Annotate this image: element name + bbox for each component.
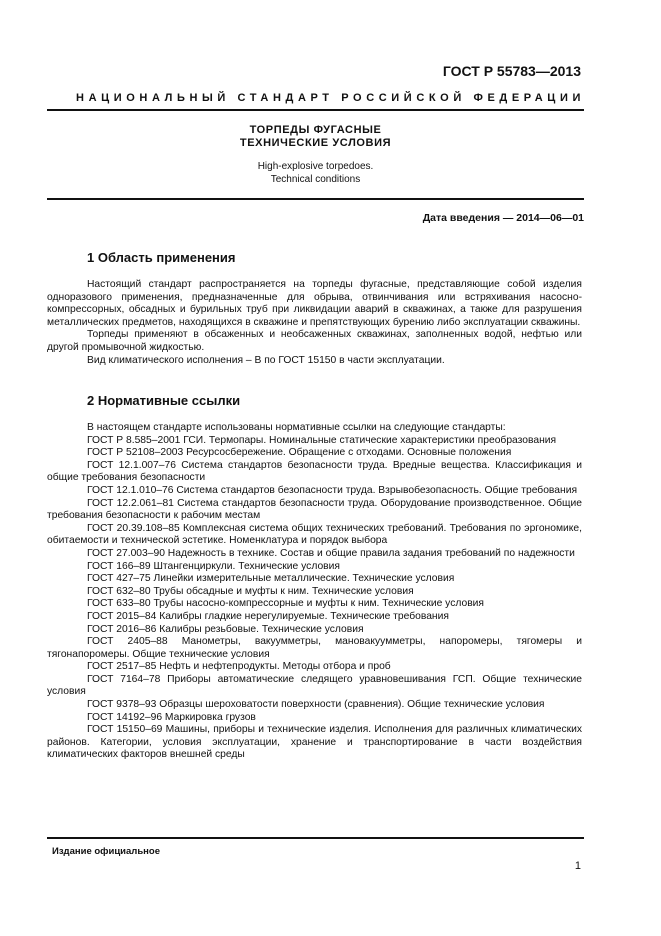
paragraph: Вид климатического исполнения – В по ГОСТ 15150 в части эксплуатации. bbox=[87, 354, 445, 366]
title-rule bbox=[47, 198, 584, 200]
reference-item: ГОСТ 27.003–90 Надежность в технике. Состав и общие правила задания требований по надежности bbox=[87, 547, 575, 559]
reference-item: ГОСТ 427–75 Линейки измерительные металлические. Технические условия bbox=[87, 573, 455, 585]
page-number: 1 bbox=[574, 860, 581, 872]
paragraph: Настоящий стандарт распространяется на торпеды фугасные, представляющие собой изделия одноразового применения, предназначенные для обрыва, отвинчивания или встряхивания насосно-компрессорных, обсадных и бурильных труб при ликвидации аварий в скважинах, а также для разрушения металлических предметов, находящихся в скважине и препятствующих бурению либо эксплуатации скважины. bbox=[47, 279, 582, 328]
reference-item: ГОСТ 20.39.108–85 Комплексная система общих технических требований. Требования по эргономике, обитаемости и технической эстетике. Номенклатура и порядок выбора bbox=[47, 522, 582, 547]
section-1-body bbox=[47, 279, 582, 367]
section-2-body bbox=[47, 422, 582, 762]
reference-item: ГОСТ 14192–96 Маркировка грузов bbox=[87, 711, 256, 723]
title-ru-line2: ТЕХНИЧЕСКИЕ УСЛОВИЯ bbox=[239, 137, 392, 149]
header-rule bbox=[47, 109, 584, 111]
national-standard-heading: НАЦИОНАЛЬНЫЙ СТАНДАРТ РОССИЙСКОЙ ФЕДЕРАЦИИ bbox=[76, 92, 585, 104]
reference-item: ГОСТ 9378–93 Образцы шероховатости поверхности (сравнения). Общие технические условия bbox=[87, 699, 545, 711]
section-1-title: 1 Область применения bbox=[87, 250, 236, 265]
reference-item: ГОСТ 2517–85 Нефть и нефтепродукты. Методы отбора и проб bbox=[87, 661, 391, 673]
paragraph: В настоящем стандарте использованы нормативные ссылки на следующие стандарты: bbox=[87, 422, 506, 433]
title-english bbox=[47, 160, 584, 186]
document-code: ГОСТ Р 55783—2013 bbox=[442, 63, 581, 79]
reference-item: ГОСТ Р 8.585–2001 ГСИ. Термопары. Номинальные статические характеристики преобразования bbox=[87, 434, 557, 446]
reference-item: ГОСТ 2016–86 Калибры резьбовые. Технические условия bbox=[87, 623, 364, 635]
reference-item: ГОСТ 15150–69 Машины, приборы и технические изделия. Исполнения для различных климатических районов. Категории, условия эксплуатации, хранение и транспортирование в части воздействия климатических факторов внешней среды bbox=[47, 724, 582, 761]
reference-item: ГОСТ 12.1.010–76 Система стандартов безопасности труда. Взрывобезопасность. Общие требования bbox=[87, 484, 578, 496]
reference-item: ГОСТ 12.1.007–76 Система стандартов безопасности труда. Вредные вещества. Классификация и общие требования безопасности bbox=[47, 459, 582, 484]
title-en-line1: High-explosive torpedoes. bbox=[257, 161, 374, 172]
reference-item: ГОСТ 166–89 Штангенциркули. Технические условия bbox=[87, 560, 340, 572]
title-russian bbox=[47, 124, 584, 150]
edition-label: Издание официальное bbox=[52, 846, 160, 857]
reference-item: ГОСТ 12.2.061–81 Система стандартов безопасности труда. Оборудование производственное. Общие требования безопасности к рабочим местам bbox=[47, 497, 582, 522]
reference-item: ГОСТ 2015–84 Калибры гладкие нерегулируемые. Технические требования bbox=[87, 610, 449, 622]
paragraph: Торпеды применяют в обсаженных и необсаженных скважинах, заполненных водой, нефтью или другой промывочной жидкостью. bbox=[47, 329, 582, 353]
footer-rule bbox=[47, 837, 584, 839]
reference-item: ГОСТ Р 52108–2003 Ресурсосбережение. Обращение с отходами. Основные положения bbox=[87, 447, 512, 459]
title-ru-line1: ТОРПЕДЫ ФУГАСНЫЕ bbox=[249, 124, 382, 136]
section-2-title: 2 Нормативные ссылки bbox=[87, 393, 241, 408]
introduction-date: Дата введения — 2014—06—01 bbox=[422, 212, 584, 224]
title-en-line2: Technical conditions bbox=[270, 174, 361, 185]
reference-item: ГОСТ 7164–78 Приборы автоматические следящего уравновешивания ГСП. Общие технические условия bbox=[47, 673, 582, 698]
reference-item: ГОСТ 632–80 Трубы обсадные и муфты к ним. Технические условия bbox=[87, 585, 414, 597]
reference-item: ГОСТ 2405–88 Манометры, вакуумметры, мановакуумметры, напоромеры, тягомеры и тягонапоромеры. Общие технические условия bbox=[47, 636, 582, 660]
reference-item: ГОСТ 633–80 Трубы насосно-компрессорные и муфты к ним. Технические условия bbox=[87, 598, 484, 610]
